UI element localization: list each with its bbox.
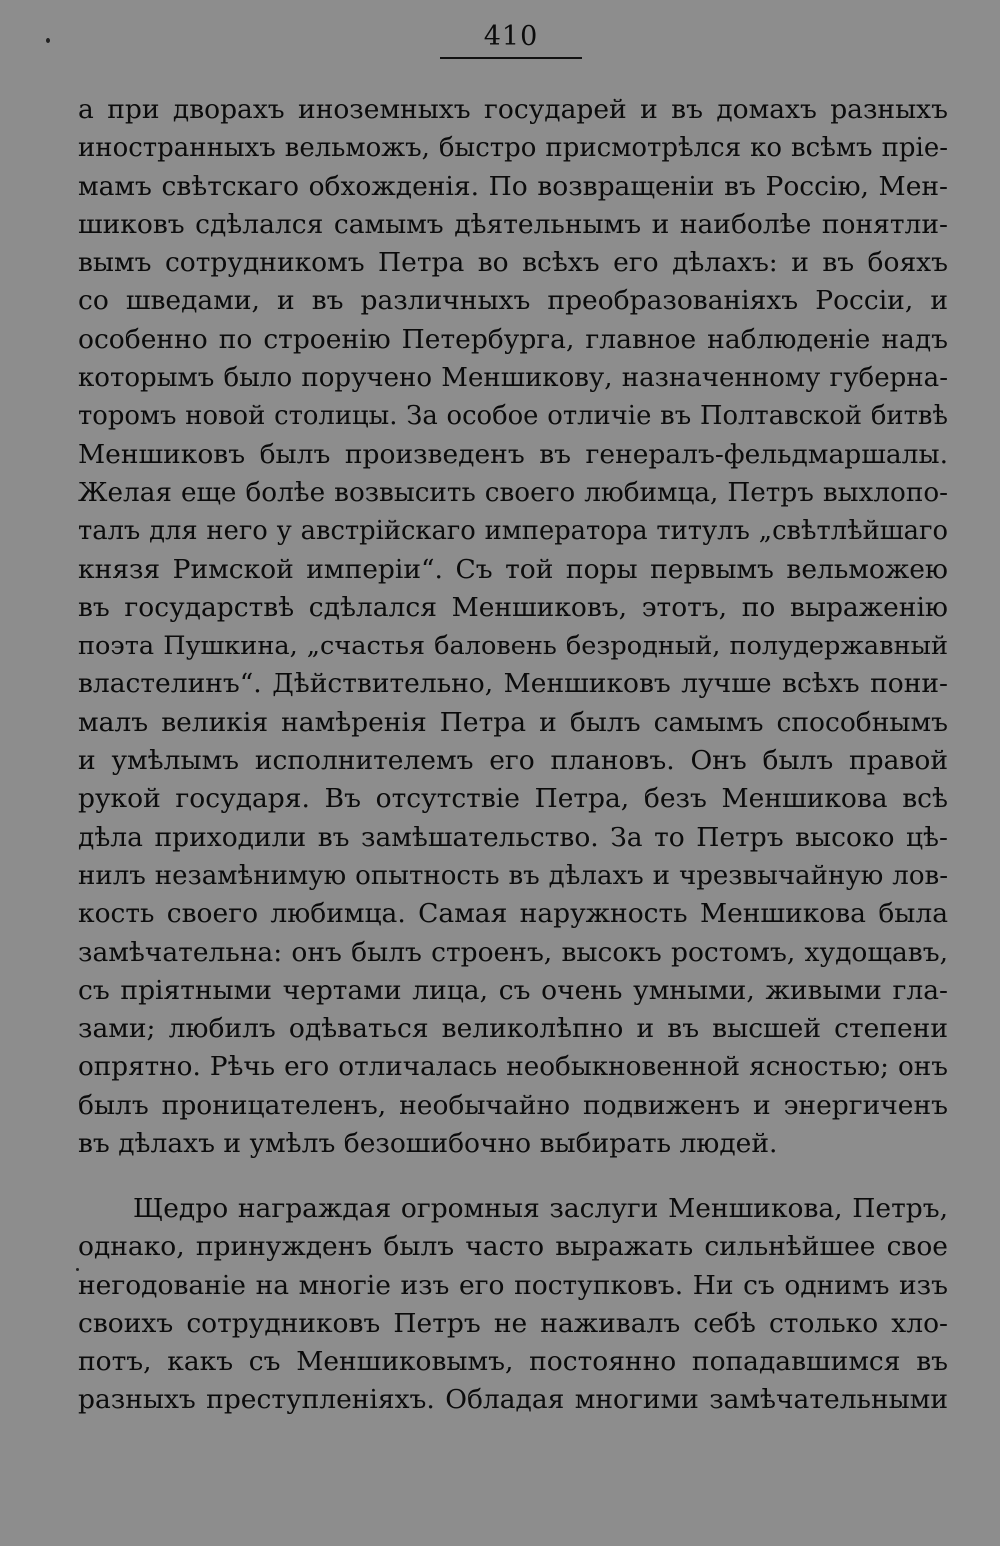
- text-line: въ государствѣ сдѣлался Меншиковъ, этотъ, по выраженію: [78, 591, 948, 623]
- text-line: однако, принужденъ былъ часто выражать сильнѣйшее свое: [78, 1231, 948, 1263]
- text-line: нилъ незамѣнимую опытность въ дѣлахъ и чрезвычайную лов-: [78, 860, 948, 891]
- text-line: опрятно. Рѣчь его отличалась необыкновенной ясностью; онъ: [78, 1052, 948, 1083]
- text-line: малъ великія намѣренія Петра и былъ самымъ способнымъ: [78, 706, 948, 738]
- text-line: и умѣлымъ исполнителемъ его плановъ. Онъ былъ правой: [78, 745, 948, 777]
- text-line: князя Римской имперіи“. Съ той поры первымъ вельможею: [78, 553, 948, 585]
- paragraph-2: [78, 1190, 948, 1420]
- text-line: Щедро награждая огромныя заслуги Меншикова, Петръ,: [133, 1193, 948, 1224]
- text-line: поэта Пушкина, „счастья баловень безродный, полудержавный: [78, 631, 948, 662]
- text-line: Меншиковъ былъ произведенъ въ генералъ-фельдмаршалы.: [78, 438, 948, 470]
- page-number: 410: [483, 21, 539, 52]
- text-line: особенно по строенію Петербурга, главное наблюденіе надъ: [78, 323, 948, 355]
- text-line: мамъ свѣтскаго обхожденія. По возвращеніи въ Россію, Мен-: [78, 170, 948, 202]
- text-line: былъ проницателенъ, необычайно подвиженъ и энергиченъ: [78, 1089, 948, 1121]
- paragraph-1: [78, 91, 948, 1163]
- page-number-rule: [440, 57, 582, 59]
- text-line: а при дворахъ иноземныхъ государей и въ домахъ разныхъ: [78, 94, 948, 125]
- text-line: зами; любилъ одѣваться великолѣпно и въ высшей степени: [78, 1013, 948, 1045]
- text-line: талъ для него у австрійскаго императора титулъ „свѣтлѣйшаго: [78, 516, 948, 547]
- text-line: Желая еще болѣе возвысить своего любимца, Петръ выхлопо-: [78, 477, 948, 508]
- text-line: въ дѣлахъ и умѣлъ безошибочно выбирать людей.: [78, 1128, 778, 1160]
- text-line: шиковъ сдѣлался самымъ дѣятельнымъ и наиболѣе понятли-: [78, 208, 948, 240]
- text-line: дѣла приходили въ замѣшательство. За то Петръ высоко цѣ-: [78, 821, 948, 853]
- text-line: иностранныхъ вельможъ, быстро присмотрѣлся ко всѣмъ пріе-: [78, 133, 948, 164]
- text-line: вымъ сотрудникомъ Петра во всѣхъ его дѣлахъ: и въ бояхъ: [78, 247, 948, 279]
- text-line: замѣчательна: онъ былъ строенъ, высокъ ростомъ, худощавъ,: [78, 936, 948, 968]
- text-line: торомъ новой столицы. За особое отличіе въ Полтавской битвѣ: [78, 401, 948, 432]
- text-line: потъ, какъ съ Меншиковымъ, постоянно попадавшимся въ: [78, 1346, 948, 1378]
- text-line: разныхъ преступленіяхъ. Обладая многими замѣчательными: [78, 1384, 948, 1416]
- text-line: съ пріятными чертами лица, съ очень умными, живыми гла-: [78, 974, 948, 1006]
- text-line: кость своего любимца. Самая наружность Меншикова была: [78, 898, 948, 930]
- text-line: своихъ сотрудниковъ Петръ не наживалъ себѣ столько хло-: [78, 1307, 948, 1339]
- scan-speck: [46, 38, 50, 43]
- text-line: властелинъ“. Дѣйствительно, Меншиковъ лучше всѣхъ пони-: [78, 668, 948, 700]
- text-line: рукой государя. Въ отсутствіе Петра, безъ Меншикова всѣ: [78, 783, 948, 815]
- text-line: со шведами, и въ различныхъ преобразованіяхъ Россіи, и: [78, 285, 948, 317]
- text-line: негодованіе на многіе изъ его поступковъ. Ни съ однимъ изъ: [78, 1269, 948, 1301]
- text-line: которымъ было поручено Меншикову, назначенному губерна-: [78, 363, 948, 394]
